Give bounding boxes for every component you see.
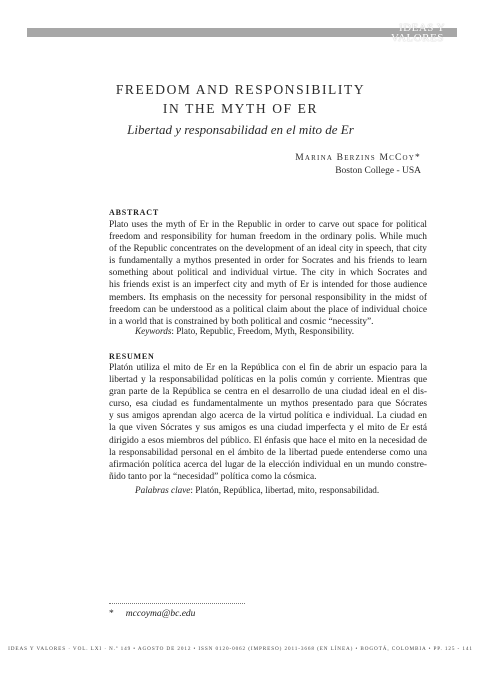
footnote [109, 609, 195, 619]
palabras-clave-list: : Platón, República, libertad, mito, responsabilidad. [190, 485, 380, 495]
resumen-heading: RESUMEN [109, 352, 155, 361]
palabras-clave-label: Palabras clave [135, 485, 191, 495]
article-subtitle: Libertad y responsabilidad en el mito de Er [127, 122, 354, 137]
resumen-line: ñido tanto por la “necesidad” política como la cósmica. [109, 471, 317, 482]
resumen-line: curso, esa ciudad es fundamentalmente un mythos presentado para que Sócrates [109, 399, 427, 410]
abstract-heading: ABSTRACT [109, 208, 159, 217]
title-line-2: IN THE MYTH OF ER [162, 101, 319, 116]
page-footer: IDEAS Y VALORES · VOL. LXI · N.º 149 • AGOSTO DE 2012 • ISSN 0120-0062 (IMPRESO) 2011-3668 (EN LÍNEA) • BOGOTÁ, COLOMBIA • PP. 125 - 141 [8, 646, 473, 652]
author-affiliation [295, 165, 421, 178]
abstract-line: in a world that is constrained by both political and cosmic “necessity”. [109, 316, 374, 327]
abstract-text [109, 219, 427, 328]
resumen-line: libertad y la responsabilidad políticas en la polis común y corriente. Mientras que [109, 375, 427, 386]
footnote-mark: * [109, 609, 114, 619]
author-name: Marina Berzins McCoy* [295, 153, 421, 163]
resumen-keywords [135, 485, 379, 495]
footnote-rule [109, 603, 245, 604]
affiliation-country: USA [401, 166, 421, 176]
abstract-line: something about political and individual virtue. The city in which Socrates and [109, 268, 427, 279]
logo-line-2: VALORES [391, 32, 444, 44]
abstract-line: freedom and responsibility for human freedom in the ordinary polis. While much [109, 232, 427, 243]
abstract-line: his friends exist is an imperfect city and myth of Er is intended for those audience [109, 280, 427, 291]
abstract-line: members. Its emphasis on the necessity for personal responsibility in the midst of [109, 292, 427, 303]
resumen-line: y sus amigos aprendan algo acerca de la virtud política e individual. La ciudad en [109, 411, 427, 422]
abstract-line: freedom can be understood as a political claim about the place of individual choice [109, 304, 427, 315]
abstract-line: of the Republic concentrates on the development of an ideal city in speech, that city [109, 244, 427, 255]
abstract-line: is fundamentally a mythos presented in order for Socrates and his friends to learn [109, 256, 427, 267]
resumen-line: gran parte de la República se centra en el desarrollo de una ciudad ideal en el dis- [109, 387, 427, 398]
author-email-link[interactable]: mccoyma@bc.edu [125, 609, 196, 619]
resumen-line: la responsabilidad personal en el ámbito de la libertad puede entenderse como una [109, 447, 427, 458]
resumen-line: Platón utiliza el mito de Er en la República con el fin de abrir un espacio para la [109, 363, 427, 373]
author-block [295, 152, 421, 178]
affiliation-institution: Boston College - [335, 166, 402, 176]
logo-line-1: IDEAS Y [399, 22, 446, 34]
keywords-list: : Plato, Republic, Freedom, Myth, Responsibility. [171, 326, 355, 336]
resumen-line: dirigido a esos miembros del público. El énfasis que hace el mito en la necesidad de [109, 435, 427, 446]
title-line-1: FREEDOM AND RESPONSIBILITY [115, 82, 366, 97]
abstract-line: Plato uses the myth of Er in the Republic in order to carve out space for political [109, 220, 427, 230]
keywords-label: Keywords [135, 326, 172, 336]
abstract-keywords [135, 326, 354, 336]
article-title [0, 80, 481, 118]
journal-logo [391, 22, 457, 44]
resumen-line: la que viven Sócrates y sus amigos es una ciudad imperfecta y el mito de Er está [109, 423, 427, 434]
resumen-text [109, 362, 427, 483]
resumen-line: afirmación política acerca del lugar de la elección individual en un mundo constre- [109, 459, 427, 470]
